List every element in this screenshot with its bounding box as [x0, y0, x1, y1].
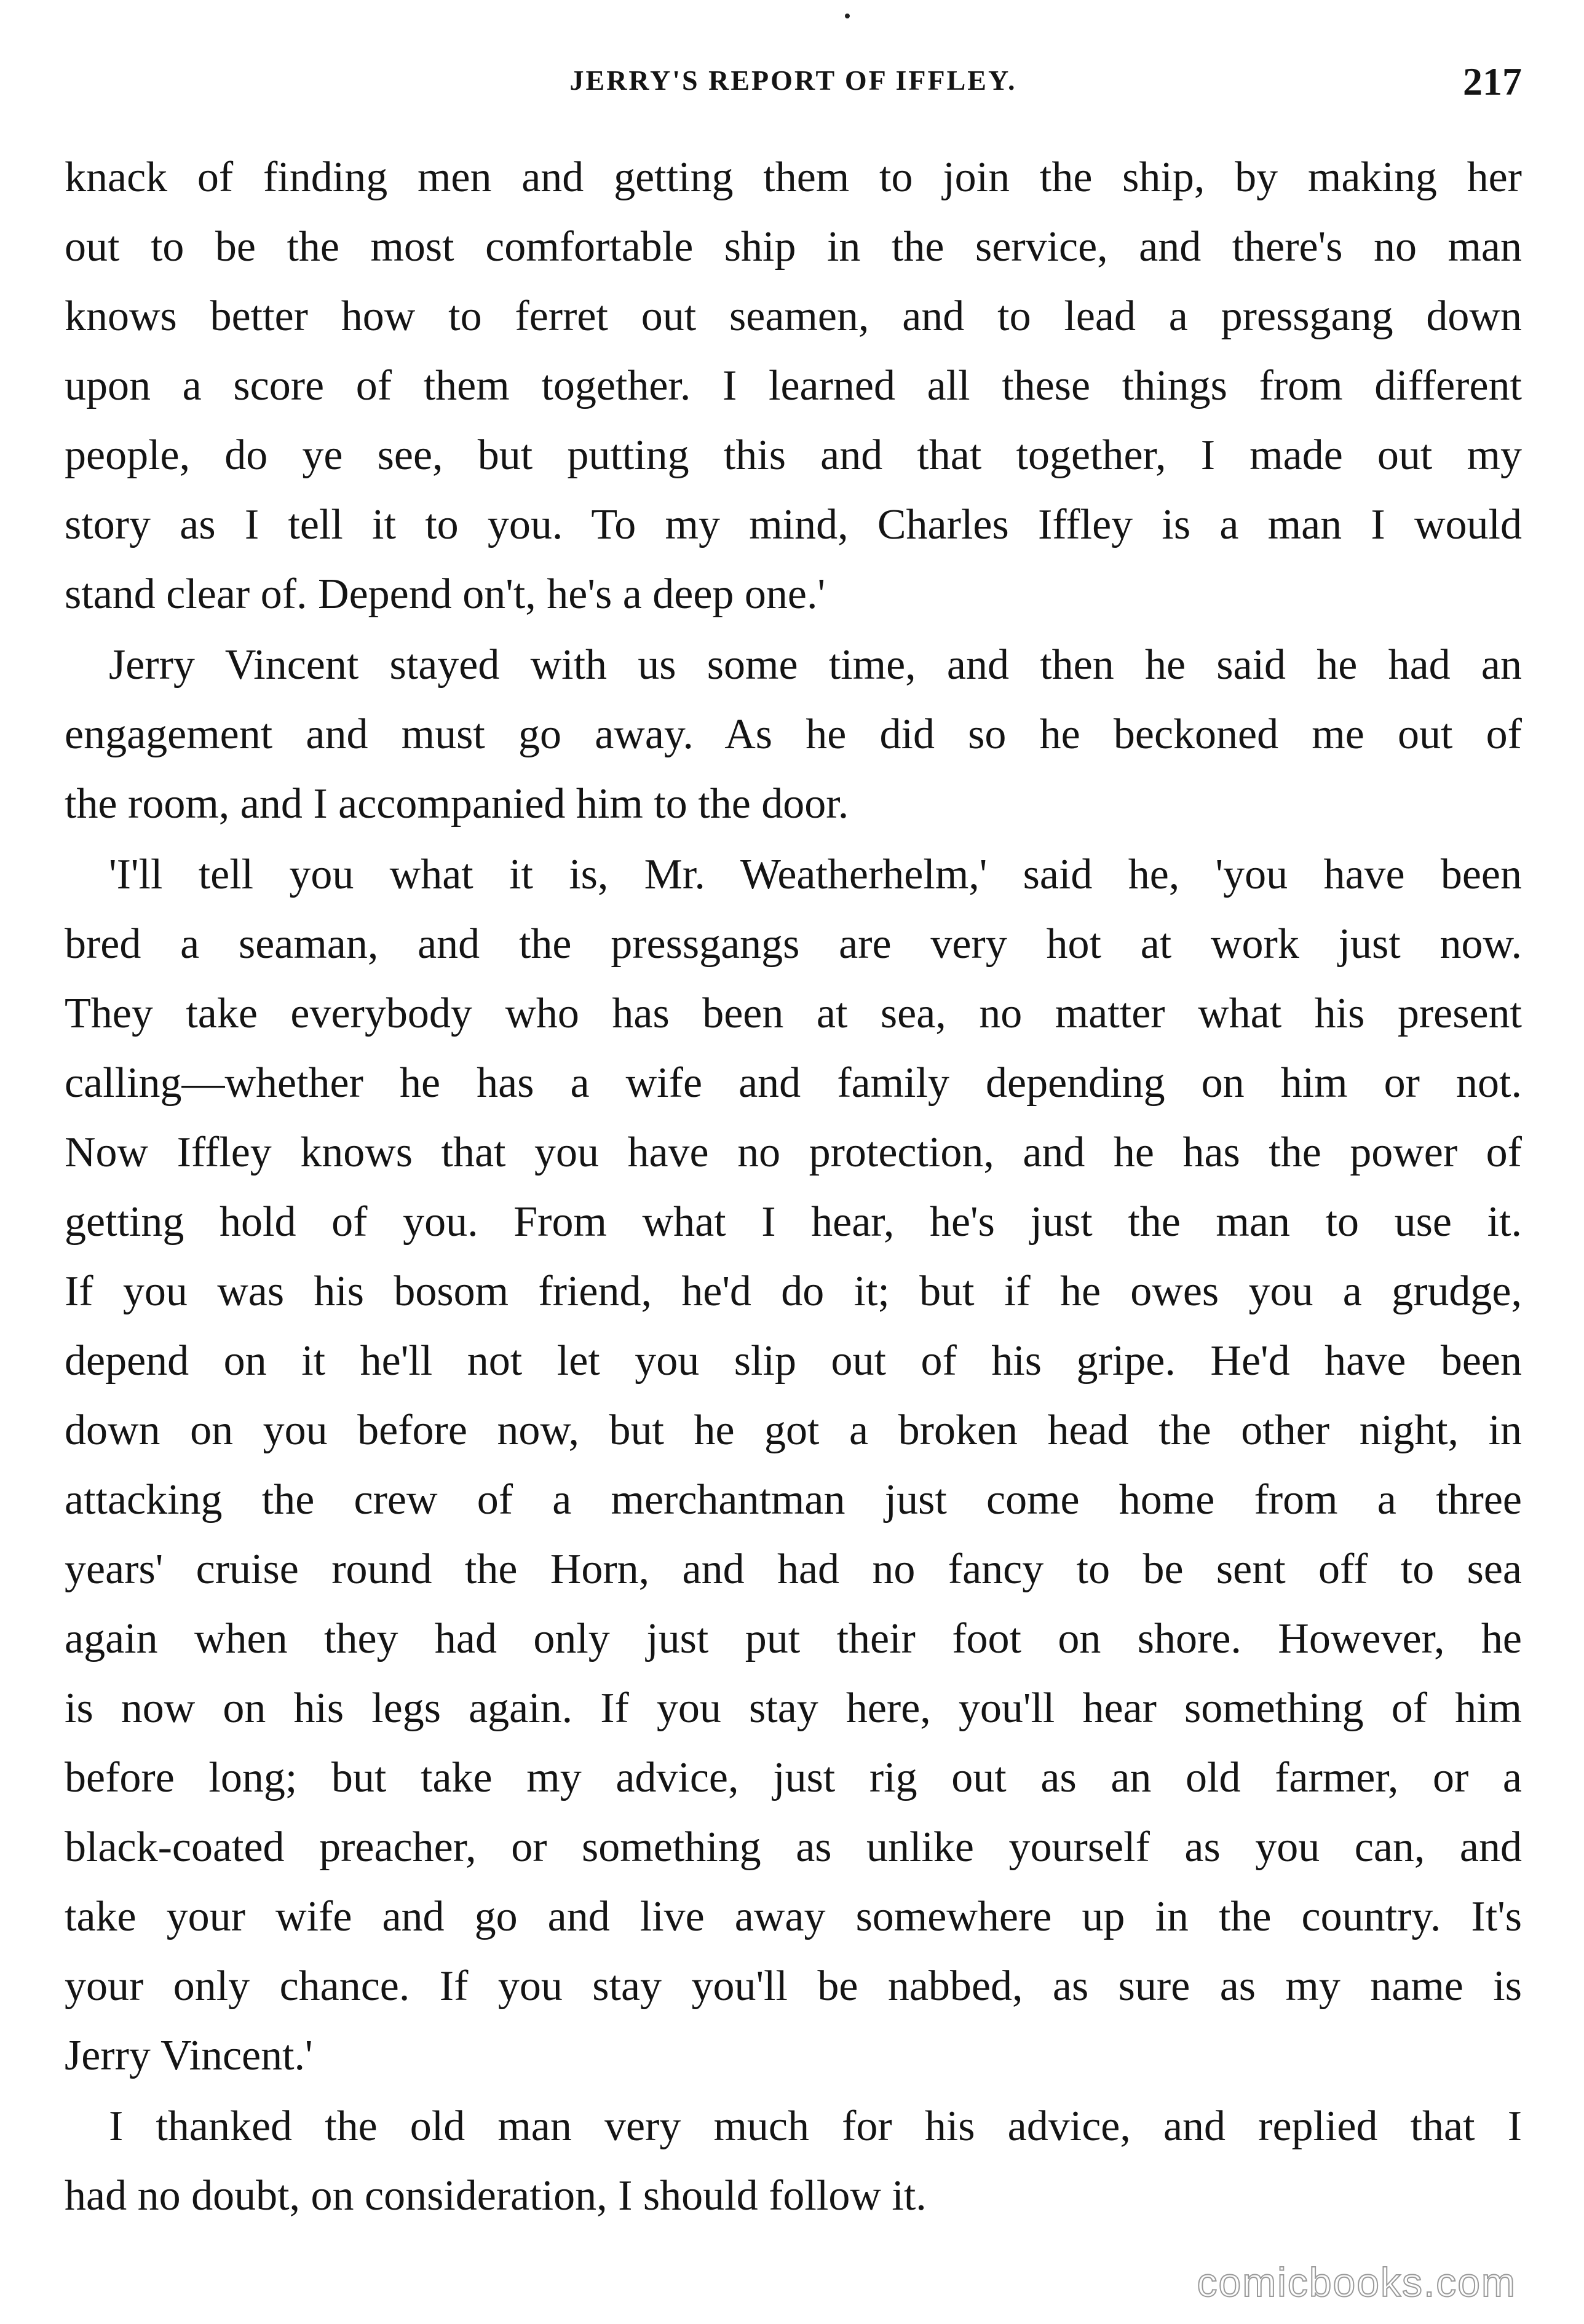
text-line: If you was his bosom friend, he'd do it; but if he owes you a grudge,: [65, 1268, 1522, 1315]
text-line: Jerry Vincent stayed with us some time, and then he said he had an: [109, 641, 1522, 689]
text-line: had no doubt, on consideration, I should follow it.: [65, 2172, 927, 2219]
body-text: [65, 143, 1522, 2231]
paragraph: [65, 630, 1522, 839]
paragraph: [65, 143, 1522, 629]
paragraph: [65, 2092, 1522, 2231]
site-watermark: comicbooks.com: [1197, 2259, 1516, 2305]
text-line: the room, and I accompanied him to the door.: [65, 780, 849, 828]
text-line: bred a seaman, and the pressgangs are very hot at work just now.: [65, 920, 1522, 968]
text-line: upon a score of them together. I learned all these things from different: [65, 362, 1522, 409]
text-line: people, do ye see, but putting this and that together, I made out my: [65, 432, 1522, 479]
text-line: getting hold of you. From what I hear, he's just the man to use it.: [65, 1198, 1522, 1246]
text-line: knack of finding men and getting them to join the ship, by making her: [65, 154, 1522, 201]
text-line: again when they had only just put their foot on shore. However, he: [65, 1615, 1522, 1662]
text-line: take your wife and go and live away somewhere up in the country. It's: [65, 1893, 1522, 1940]
text-line: Jerry Vincent.': [65, 2032, 313, 2079]
text-line: depend on it he'll not let you slip out of his gripe. He'd have been: [65, 1337, 1522, 1385]
text-line: stand clear of. Depend on't, he's a deep one.': [65, 571, 826, 618]
text-line: engagement and must go away. As he did so he beckoned me out of: [65, 711, 1522, 758]
running-title: JERRY'S REPORT OF IFFLEY.: [569, 65, 1017, 96]
text-line: years' cruise round the Horn, and had no fancy to be sent off to sea: [65, 1546, 1522, 1593]
paragraph: [65, 840, 1522, 2090]
printing-speck: [845, 14, 850, 18]
text-line: before long; but take my advice, just rig out as an old farmer, or a: [65, 1754, 1522, 1801]
page-number: 217: [1463, 60, 1522, 103]
text-line: attacking the crew of a merchantman just come home from a three: [65, 1476, 1522, 1524]
text-line: They take everybody who has been at sea, no matter what his present: [65, 990, 1522, 1037]
text-line: story as I tell it to you. To my mind, Charles Iffley is a man I would: [65, 501, 1522, 548]
text-line: your only chance. If you stay you'll be nabbed, as sure as my name is: [65, 1962, 1522, 2010]
text-line: I thanked the old man very much for his advice, and replied that I: [109, 2103, 1522, 2150]
text-line: out to be the most comfortable ship in the service, and there's no man: [65, 223, 1522, 271]
running-header: [65, 59, 1522, 114]
text-line: is now on his legs again. If you stay here, you'll hear something of him: [65, 1685, 1522, 1732]
text-line: Now Iffley knows that you have no protection, and he has the power of: [65, 1129, 1522, 1176]
text-line: calling—whether he has a wife and family depending on him or not.: [65, 1059, 1522, 1107]
text-line: 'I'll tell you what it is, Mr. Weatherhelm,' said he, 'you have been: [109, 851, 1522, 898]
text-line: knows better how to ferret out seamen, and to lead a pressgang down: [65, 293, 1522, 340]
text-line: black-coated preacher, or something as unlike yourself as you can, and: [65, 1824, 1522, 1871]
text-line: down on you before now, but he got a broken head the other night, in: [65, 1407, 1522, 1454]
